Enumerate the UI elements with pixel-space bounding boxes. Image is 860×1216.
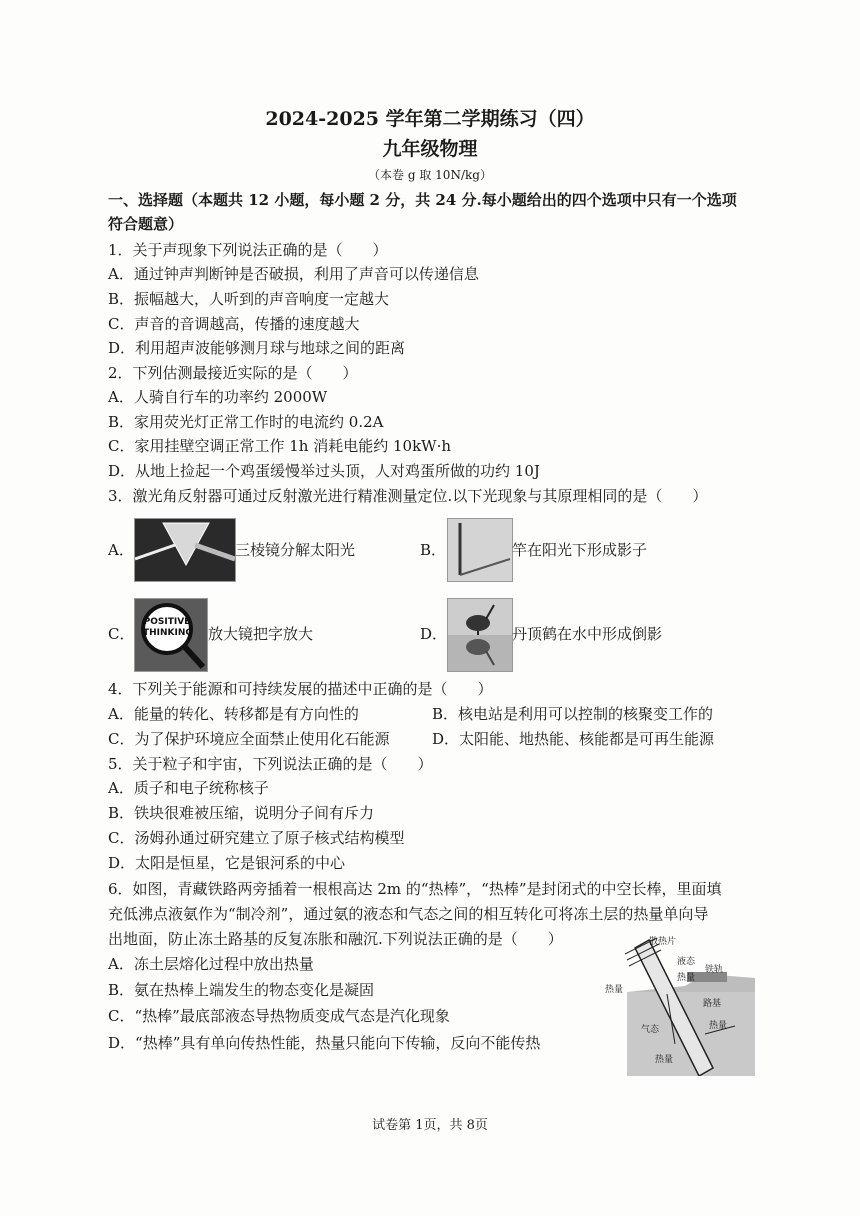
q6-option-c: C．“热棒”最底部液态导热物质变成气态是汽化现象 [108,1007,450,1025]
q2-option-c: C．家用挂壁空调正常工作 1h 消耗电能约 10kW·h [108,437,452,455]
q3-option-d-text: 丹顶鹤在水中形成倒影 [512,625,663,643]
q4-option-b: B．核电站是利用可以控制的核聚变工作的 [432,705,714,723]
q4-stem: 4．下列关于能源和可持续发展的描述中正确的是（ ） [108,680,493,698]
q4-option-c: C．为了保护环境应全面禁止使用化石能源 [108,730,390,748]
q5-stem: 5．关于粒子和宇宙，下列说法正确的是（ ） [108,755,433,773]
fig-label-rail: 铁轨 [705,965,724,975]
fig-label-heat-left: 热量 [605,985,624,995]
heat-pipe-diagram [605,934,755,1076]
q5-option-d: D．太阳是恒星，它是银河系的中心 [108,854,346,872]
magnifier-word-1: POSITIVE [143,617,191,627]
pole-shadow-image [447,518,513,582]
q4-option-d: D．太阳能、地热能、核能都是可再生能源 [432,730,715,748]
exam-note: （本卷 g 取 10N/kg） [368,168,492,182]
q3-option-a-label: A． [108,541,134,559]
q6-stem-line-3: 出地面，防止冻土路基的反复冻胀和融沉.下列说法正确的是（ ） [108,930,563,948]
fig-label-heat-top: 热量 [677,973,696,983]
prism-image [134,518,236,582]
q6-option-b: B．氨在热棒上端发生的物态变化是凝固 [108,981,375,999]
fig-label-gas: 气态 [641,1025,660,1035]
magnifier-image [134,598,208,672]
q3-option-c-text: 放大镜把字放大 [208,625,314,643]
fig-label-roadbed: 路基 [703,999,722,1009]
fig-label-liquid: 液态 [677,957,696,967]
q1-option-d: D．利用超声波能够测月球与地球之间的距离 [108,339,406,357]
q5-option-c: C．汤姆孙通过研究建立了原子核式结构模型 [108,829,405,847]
fig-label-heat-right: 热量 [709,1021,728,1031]
q1-stem: 1．关于声现象下列说法正确的是（ ） [108,241,388,259]
q3-option-c-label: C． [108,625,135,643]
q5-option-b: B．铁块很难被压缩，说明分子间有斥力 [108,804,375,822]
q3-option-b-text: 竿在阳光下形成影子 [512,541,648,559]
magnifier-word-2: THINKING [143,628,193,638]
page-footer: 试卷第 1页，共 8页 [372,1118,488,1133]
exam-title: 2024-2025 学年第二学期练习（四） [265,108,595,130]
q6-stem-line-1: 6．如图，青藏铁路两旁插着一根根高达 2m 的“热棒”，“热棒”是封闭式的中空长棒，里面填 [108,880,722,898]
q4-option-a: A．能量的转化、转移都是有方向性的 [108,705,359,723]
crane-reflection-image [447,598,513,672]
q3-stem: 3．激光角反射器可通过反射激光进行精准测量定位.以下光现象与其原理相同的是（ ） [108,487,708,505]
q5-option-a: A．质子和电子统称核子 [108,779,269,797]
exam-subject: 九年级物理 [382,138,478,160]
q3-option-a-text: 三棱镜分解太阳光 [235,541,356,559]
fig-label-heat-bottom: 热量 [655,1055,674,1065]
q3-option-b-label: B． [420,541,447,559]
fig-label-fin: 散热片 [649,937,677,947]
q2-option-b: B．家用荧光灯正常工作时的电流约 0.2A [108,413,384,431]
q2-option-d: D．从地上捡起一个鸡蛋缓慢举过头顶，人对鸡蛋所做的功约 10J [108,462,540,480]
q1-option-a: A．通过钟声判断钟是否破损，利用了声音可以传递信息 [108,265,479,283]
q1-option-b: B．振幅越大，人听到的声音响度一定越大 [108,290,390,308]
section-heading-cont: 符合题意） [108,215,184,233]
q6-stem-line-2: 充低沸点液氨作为“制冷剂”，通过氨的液态和气态之间的相互转化可将冻土层的热量单向导 [108,905,709,923]
section-heading: 一、选择题（本题共 12 小题，每小题 2 分，共 24 分.每小题给出的四个选项中只有一个选项 [108,191,737,209]
q1-option-c: C．声音的音调越高，传播的速度越大 [108,315,360,333]
q2-option-a: A．人骑自行车的功率约 2000W [108,388,328,406]
q6-option-a: A．冻土层熔化过程中放出热量 [108,955,314,973]
q3-option-d-label: D． [420,625,448,643]
q6-option-d: D．“热棒”具有单向传热性能，热量只能向下传输，反向不能传热 [108,1034,541,1052]
q2-stem: 2．下列估测最接近实际的是（ ） [108,364,358,382]
